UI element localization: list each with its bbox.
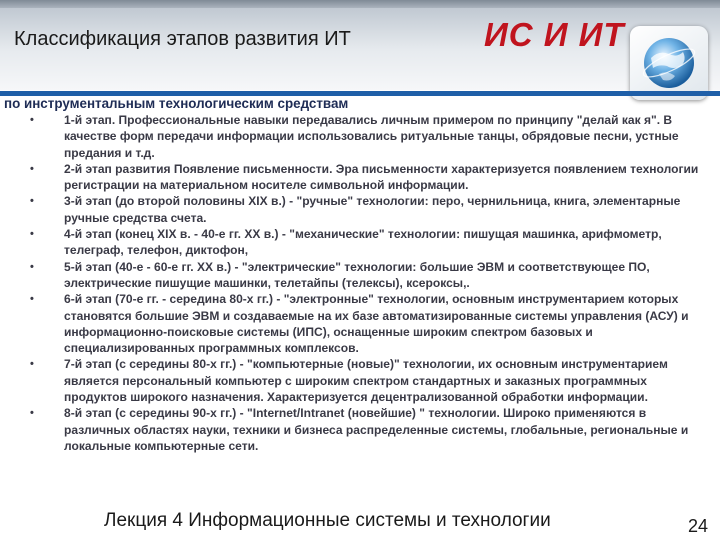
bullet-icon: • xyxy=(30,293,34,306)
bullet-icon: • xyxy=(30,114,34,126)
list-item xyxy=(30,161,710,194)
list-item xyxy=(30,112,710,161)
slide-subtitle: по инструментальным технологическим средствам xyxy=(4,96,349,111)
list-item-text: 8-й этап (с середины 90-х гг.) - "Internet/Intranet (новейшие) " технологии. Широко применяются в различных областях науки, техники и бизнеса распределенные системы, глобальные, региональные и локальные компьютерные сети. xyxy=(64,406,689,453)
globe-icon xyxy=(639,34,699,92)
slide-title: Классификация этапов развития ИТ xyxy=(14,28,351,50)
list-item-text: 2-й этап развития Появление письменности. Эра письменности характеризуется появлением технологии регистрации на материальном носителе символьной информации. xyxy=(64,161,699,193)
list-item-text: 6-й этап (70-е гг. - середина 80-х гг.) - "электронные" технологии, основным инструментарием которых становятся большие ЭВМ и создаваемые на их базе автоматизированные системы управления (АСУ) и информационно-поисковые системы (ИПС), оснащенные широким спектром базовых и специализированных программных комплексов. xyxy=(64,292,689,356)
bullet-icon: • xyxy=(30,358,34,371)
list-item xyxy=(30,291,710,356)
stages-list xyxy=(30,112,710,454)
header-stripe xyxy=(0,0,720,8)
list-item-text: 7-й этап (с середины 80-х гг.) - "компьютерные (новые)" технологии, их основным инструментарием является персональный компьютер с широким спектром стандартных и заказных программных продуктов широкого назначения. Характеризуется децентрализованной обработки информации. xyxy=(64,357,668,405)
list-item xyxy=(30,356,710,405)
bullet-icon: • xyxy=(30,195,34,208)
list-item xyxy=(30,193,710,226)
bullet-icon: • xyxy=(30,260,34,273)
list-item-text: 4-й этап (конец XIX в. - 40-е гг. XX в.) - "механические" технологии: пишущая машинка, арифмометр, телеграф, телефон, диктофон, xyxy=(64,227,662,258)
list-item xyxy=(30,226,710,259)
list-item-text: 5-й этап (40-е - 60-е гг. XX в.) - "электрические" технологии: большие ЭВМ и соответствующее ПО, электрические пишущие машинки, телетайпы (телексы), ксероксы,. xyxy=(64,259,650,290)
list-item xyxy=(30,405,710,454)
bullet-icon: • xyxy=(30,162,34,175)
slide-title-big: ИС И ИТ xyxy=(484,16,625,53)
footer-lecture-title: Лекция 4 Информационные системы и технологии xyxy=(104,510,551,531)
bullet-icon: • xyxy=(30,228,34,241)
list-item-text: 1-й этап. Профессиональные навыки передавались личным примером по принципу "делай как я". В качестве форм передачи информации использовались ритуальные танцы, обрядовые песни, устные предания и т.д. xyxy=(64,113,679,160)
list-item-text: 3-й этап (до второй половины XIX в.) - "ручные" технологии: перо, чернильница, книга, элементарные ручные средства счета. xyxy=(64,194,681,225)
globe-badge xyxy=(630,26,708,100)
bullet-icon: • xyxy=(30,407,34,420)
list-item xyxy=(30,259,710,292)
slide-header xyxy=(0,0,720,90)
page-number: 24 xyxy=(688,516,709,536)
